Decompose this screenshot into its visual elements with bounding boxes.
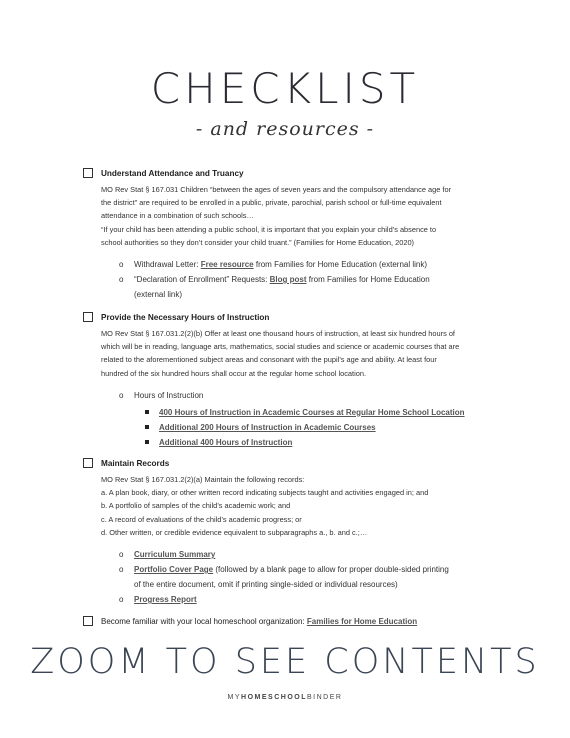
hours-list: [119, 388, 503, 403]
section-organization: [83, 614, 503, 628]
section-title: Provide the Necessary Hours of Instruction: [101, 312, 270, 322]
list-item: [119, 388, 503, 403]
section-header: [83, 166, 503, 180]
circle-bullet-icon: o: [119, 260, 124, 270]
body-line: MO Rev Stat § 167.031 Children “between the ages of seven years and the compulsory attendance age for: [101, 185, 452, 194]
section-header: [83, 614, 503, 628]
circle-bullet-icon: o: [119, 565, 124, 575]
body-line: attendance in a combination of such schools…: [101, 211, 254, 221]
hours-sublist: [145, 405, 503, 450]
blog-post-link[interactable]: Blog post: [269, 275, 307, 285]
square-bullet-icon: [145, 425, 149, 429]
item-prefix: “Declaration of Enrollment” Requests:: [134, 275, 270, 285]
hours-400-link[interactable]: 400 Hours of Instruction in Academic Courses at Regular Home School Location: [159, 407, 465, 417]
portfolio-cover-page-link[interactable]: Portfolio Cover Page: [134, 565, 214, 575]
square-bullet-icon: [145, 440, 149, 444]
item-line2: of the entire document, omit if printing single-sided or individual resources): [134, 580, 398, 590]
section-body: [101, 327, 503, 380]
section-records: [83, 456, 503, 607]
resource-list: [119, 257, 503, 302]
section-header: [83, 456, 503, 470]
checkbox-attendance[interactable]: [83, 168, 93, 178]
page-subtitle: - and resources -: [195, 118, 375, 140]
circle-bullet-icon: o: [119, 275, 124, 285]
list-item: [145, 405, 503, 420]
section-header: [83, 310, 503, 324]
checkbox-records[interactable]: [83, 458, 93, 468]
circle-bullet-icon: o: [119, 550, 124, 560]
item-suffix: from Families for Home Education (external link): [253, 260, 428, 270]
final-item-text: [101, 617, 417, 626]
brand-bold: HOMESCHOOL: [241, 694, 307, 701]
body-line: related to the aforementioned subject areas and consonant with the pupil’s age and ability. At least four: [101, 355, 437, 365]
body-line: hundred of the six hundred hours shall occur at the regular home school location.: [101, 368, 366, 378]
item-line2: (external link): [134, 290, 183, 300]
circle-bullet-icon: o: [119, 390, 124, 400]
body-line: the district” are required to be enrolled in a public, private, parochial, parish school or full-time equivalent: [101, 198, 442, 208]
list-item: [119, 547, 503, 562]
hours-200-link[interactable]: Additional 200 Hours of Instruction in Academic Courses: [159, 422, 376, 432]
list-item: [119, 257, 503, 272]
body-line: d. Other written, or credible evidence equivalent to subparagraphs a., b. and c.;…: [101, 527, 368, 537]
square-bullet-icon: [145, 410, 149, 414]
progress-report-link[interactable]: Progress Report: [134, 595, 197, 605]
section-body: [101, 473, 503, 539]
section-title: Understand Attendance and Truancy: [101, 168, 244, 178]
brand-prefix: MY: [227, 694, 242, 701]
item-suffix: (followed by a blank page to allow for proper double-sided printing: [213, 565, 449, 575]
body-line: MO Rev Stat § 167.031.2(2)(b) Offer at least one thousand hours of instruction, at least six hundred hours of: [101, 329, 455, 338]
free-resource-link[interactable]: Free resource: [200, 260, 254, 270]
list-item: [119, 592, 503, 607]
body-line: MO Rev Stat § 167.031.2(2)(a) Maintain the following records:: [101, 475, 305, 484]
zoom-banner: ZOOM TO SEE CONTENTS: [30, 642, 540, 682]
hours-additional-400-link[interactable]: Additional 400 Hours of Instruction: [159, 437, 293, 447]
list-item: [145, 420, 503, 435]
item-suffix: from Families for Home Education: [306, 275, 430, 285]
checkbox-organization[interactable]: [83, 616, 93, 626]
item-prefix: Withdrawal Letter:: [134, 260, 201, 270]
body-line: “If your child has been attending a public school, it is important that you explain your child’s absence to: [101, 224, 437, 234]
section-hours: [83, 310, 503, 450]
section-body: [101, 183, 503, 249]
item-label: Hours of Instruction: [134, 390, 204, 400]
body-line: a. A plan book, diary, or other written record indicating subjects taught and activities engaged in; and: [101, 488, 429, 498]
body-line: c. A record of evaluations of the child’s academic progress; or: [101, 514, 302, 524]
brand-suffix: BINDER: [307, 694, 343, 701]
brand-logo: [0, 694, 570, 701]
families-home-education-link[interactable]: Families for Home Education: [306, 616, 418, 626]
list-item: [119, 562, 503, 592]
page-title: CHECKLIST: [150, 64, 420, 113]
circle-bullet-icon: o: [119, 595, 124, 605]
section-title: Maintain Records: [101, 458, 170, 468]
list-item: [119, 272, 503, 302]
body-line: which will be in reading, language arts, mathematics, social studies and science or academic courses that are: [101, 342, 460, 352]
list-item: [145, 435, 503, 450]
curriculum-summary-link[interactable]: Curriculum Summary: [134, 550, 216, 560]
section-attendance: [83, 166, 503, 302]
checkbox-hours[interactable]: [83, 312, 93, 322]
body-line: school authorities so they don’t consider your child truant.” (Families for Home Education, 2020): [101, 237, 415, 247]
item-prefix: Become familiar with your local homeschool organization:: [101, 616, 307, 626]
records-list: [119, 547, 503, 607]
body-line: b. A portfolio of samples of the child’s academic work; and: [101, 501, 291, 511]
